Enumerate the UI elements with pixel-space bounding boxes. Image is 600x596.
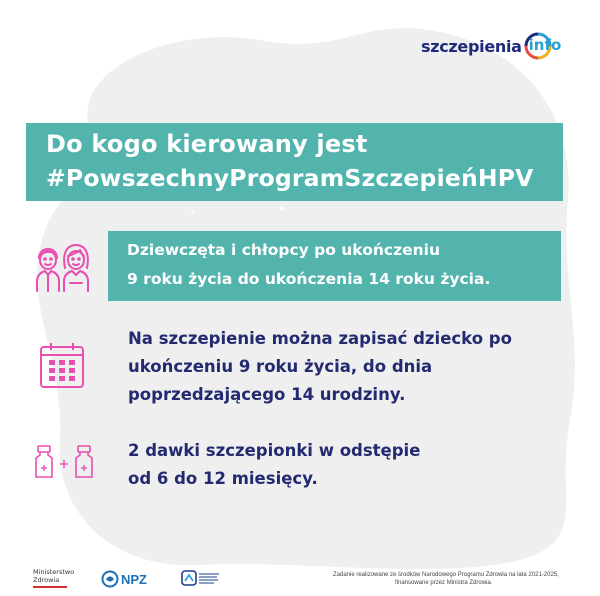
logo-main-text: szczepienia xyxy=(421,36,522,56)
npz-label: NPZ xyxy=(121,571,147,587)
ministry-logo xyxy=(33,568,74,584)
npz-logo xyxy=(101,570,147,588)
two-vials-icon xyxy=(33,444,99,480)
registration-line-1: Na szczepienie można zapisać dziecko po xyxy=(128,329,512,348)
title-line-2: #PowszechnyProgramSzczepieńHPV xyxy=(46,164,534,192)
registration-line-2: ukończeniu 9 roku życia, do dnia xyxy=(128,357,433,376)
children-icon xyxy=(34,238,90,294)
logo-sub-text: info xyxy=(528,36,562,54)
registration-line-3: poprzedzającego 14 urodziny. xyxy=(128,385,406,404)
svg-text:✦: ✦ xyxy=(190,208,196,216)
funding-note xyxy=(333,571,595,587)
doses-line-2: od 6 do 12 miesięcy. xyxy=(128,469,318,488)
age-range-banner xyxy=(108,231,561,301)
funding-line-2: finansowane przez Ministra Zdrowia. xyxy=(395,580,493,586)
doses-line-1: 2 dawki szczepionki w odstępie xyxy=(128,441,421,460)
age-range-line-2: 9 roku życia do ukończenia 14 roku życia. xyxy=(127,270,491,288)
logo-ring xyxy=(524,32,562,60)
npz-emblem-icon xyxy=(101,570,119,588)
program-emblem-icon xyxy=(181,570,221,588)
ministry-line-2: Zdrowia xyxy=(33,576,60,584)
szczepienia-info-logo xyxy=(421,32,562,60)
calendar-icon xyxy=(38,340,86,390)
ministry-line-1: Ministerstwo xyxy=(33,568,75,576)
title-line-1: Do kogo kierowany jest xyxy=(46,130,368,158)
svg-text:✦: ✦ xyxy=(278,204,287,215)
title-banner xyxy=(26,123,563,201)
ministry-flag-bar xyxy=(33,586,67,588)
age-range-line-1: Dziewczęta i chłopcy po ukończeniu xyxy=(127,241,440,259)
funding-line-1: Zadanie realizowane ze środków Narodowego Programu Zdrowia na lata 2021-2025, xyxy=(333,572,559,578)
